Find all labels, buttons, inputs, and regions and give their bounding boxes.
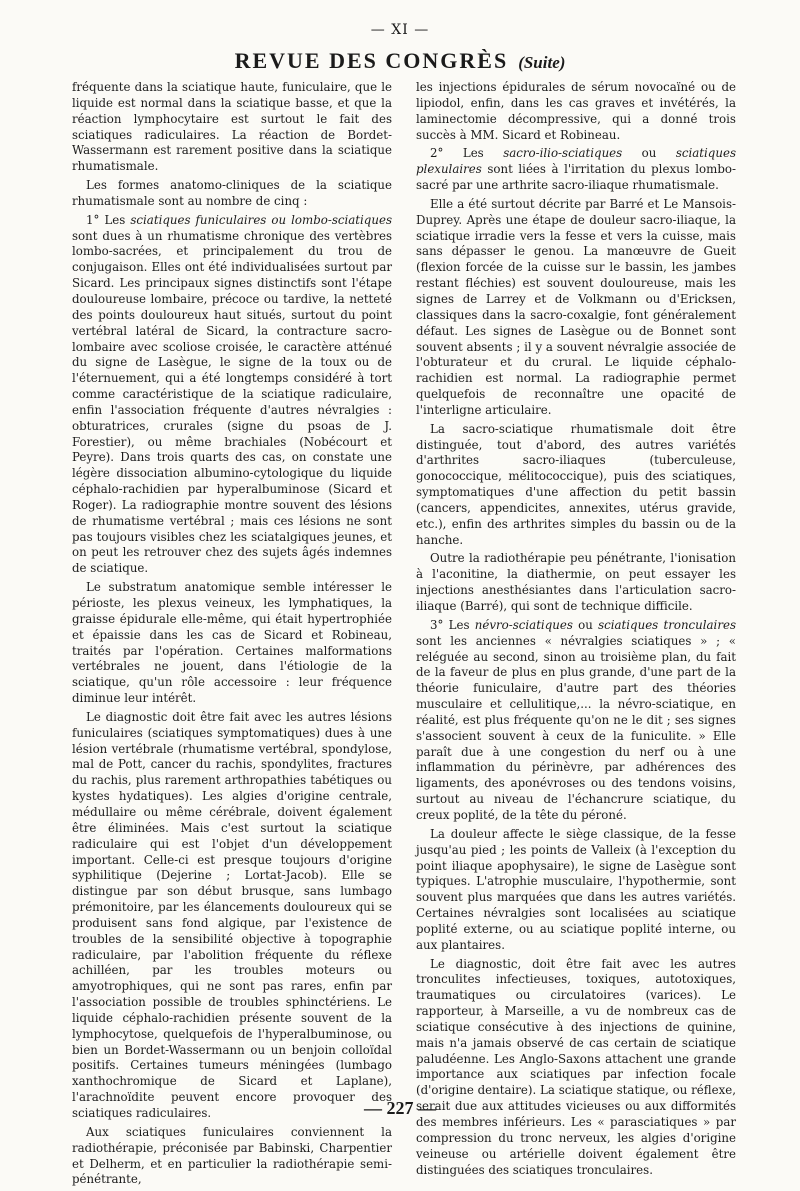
paragraph: 3° Les névro-sciatiques ou sciatiques tronculaires sont les anciennes « névralgies sciatiques » ; « reléguée au second, sinon au troisième plan, du fait de la faveur de plus en plus grande, d'une part de la théorie funiculaire, d'autre part des théories musculaire et cellulitique,... la névro-sciatique, en réalité, est plus fréquente qu'on ne le dit ; ses signes s'associent souvent à ceux de la funiculite. » Elle paraît due à une congestion du nerf ou à une inflammation du périnèvre, par adhérences des ligaments, des aponévroses ou des tendons voisins, surtout au niveau de l'échancrure sciatique, du creux poplité, de la tête du péroné. bbox=[416, 617, 736, 822]
paragraph: Outre la radiothérapie peu pénétrante, l'ionisation à l'aconitine, la diathermie, on peut essayer les injections anesthésiantes dans l'articulation sacro-iliaque (Barré), qui sont de technique difficile. bbox=[416, 551, 736, 613]
paragraph: Elle a été surtout décrite par Barré et Le Mansois-Duprey. Après une étape de douleur sacro-iliaque, la sciatique irradie vers la fesse et vers la cuisse, mais sans dépasser le genou. La manœuvre de Gueit (flexion forcée de la cuisse sur le bassin, les jambes restant fléchies) est souvent douloureuse, mais les signes de Larrey et de Volkmann ou d'Ericksen, classiques dans la sacro-coxalgie, font généralement défaut. Les signes de Lasègue ou de Bonnet sont souvent absents ; il y a souvent névralgie associée de l'obturateur et du crural. Le liquide céphalo-rachidien est normal. La radiographie permet quelquefois de reconnaître une opacité de l'interligne articulaire. bbox=[416, 196, 736, 417]
paragraph: 2° Les sacro-ilio-sciatiques ou sciatiques plexulaires sont liées à l'irritation du plexus lombo-sacré par une arthrite sacro-iliaque rhumatismale. bbox=[416, 146, 736, 193]
paragraph: Le diagnostic doit être fait avec les autres lésions funiculaires (sciatiques symptomatiques) dues à une lésion vertébrale (rhumatisme vertébral, spondylose, mal de Pott, cancer du rachis, spondylites, fractures du rachis, plus rarement arthropathies tabétiques ou kystes hydatiques). Les algies d'origine centrale, médullaire ou même cérébrale, doivent également être éliminées. Mais c'est surtout la sciatique radiculaire qui est l'objet d'un développement important. Celle-ci est presque toujours d'origine syphilitique (Dejerine ; Lortat-Jacob). Elle se distingue par son début brusque, sans lumbago prémonitoire, par les élancements douloureux qui se produisent sans fond algique, par l'existence de troubles de la sensibilité objective à topographie radiculaire, par l'abolition fréquente du réflexe achilléen, par les troubles moteurs ou amyotrophiques, qui ne sont pas rares, enfin par l'association possible de troubles sphinctériens. Le liquide céphalo-rachidien présente souvent de la lymphocytose, quelquefois de l'hyperalbuminose, ou bien un Bordet-Wassermann ou un benjoin colloïdal positifs. Certaines tumeurs méningées (lumbago xanthochromique de Sicard et Laplane), l'arachnoïdite peuvent encore provoquer des sciatiques radiculaires. bbox=[72, 709, 392, 1120]
paragraph: Aux sciatiques funiculaires conviennent la radiothérapie, préconisée par Babinski, Charpentier et Delherm, et en particulier la radiothérapie semi-pénétrante, bbox=[72, 1124, 392, 1187]
left-column bbox=[72, 80, 392, 1191]
right-column bbox=[416, 80, 736, 1181]
paragraph: Les formes anatomo-cliniques de la sciatique rhumatismale sont au nombre de cinq : bbox=[72, 178, 392, 208]
page-title bbox=[0, 48, 800, 74]
emphasis: sciatiques plexulaires bbox=[416, 146, 736, 177]
paragraph: les injections épidurales de sérum novocaïné ou de lipiodol, enfin, dans les cas graves et invétérés, la laminectomie décompressive, qui a donné trois succès à MM. Sicard et Robineau. bbox=[416, 80, 736, 142]
paragraph: Le substratum anatomique semble intéresser le périoste, les plexus veineux, les lymphatiques, la graisse épidurale elle-même, qui était hypertrophiée et épaissie dans les cas de Sicard et Robineau, traités par l'opération. Certaines malformations vertébrales ne jouent, dans l'étiologie de la sciatique, qu'un rôle accessoire : leur fréquence diminue leur intérêt. bbox=[72, 580, 392, 706]
emphasis: névro-sciatiques bbox=[474, 617, 573, 632]
header-roman-numeral: — XI — bbox=[370, 22, 430, 38]
paragraph: 1° Les sciatiques funiculaires ou lombo-sciatiques sont dues à un rhumatisme chronique des vertèbres lombo-sacrées, et principalement du trou de conjugaison. Elles ont été individualisées surtout par Sicard. Les principaux signes distinctifs sont l'étape douloureuse lombaire, précoce ou tardive, la netteté des points douloureux haut situés, surtout du point vertébral latéral de Sicard, la contracture sacro-lombaire avec scoliose croisée, le caractère atténué du signe de Lasègue, le signe de la toux ou de l'éternuement, qui a été longtemps considéré à tort comme caractéristique de la sciatique radiculaire, enfin l'association fréquente d'autres névralgies : obturatrices, crurales (signe du psoas de J. Forestier), ou même brachiales (Nobécourt et Peyre). Dans trois quarts des cas, on constate une légère dissociation albumino-cytologique du liquide céphalo-rachidien par hyperalbuminose (Sicard et Roger). La radiographie montre souvent des lésions de rhumatisme vertébral ; mais ces lésions ne sont pas toujours visibles chez les sciatalgiques jeunes, et on peut les retrouver chez des sujets âgés indemnes de sciatique. bbox=[72, 212, 392, 576]
paragraph: La douleur affecte le siège classique, de la fesse jusqu'au pied ; les points de Valleix (à l'exception du point iliaque apophysaire), le signe de Lasègue sont typiques. L'atrophie musculaire, l'hypothermie, sont souvent plus marquées que dans les autres variétés. Certaines névralgies sont localisées au sciatique poplité externe, ou au sciatique poplité interne, ou aux plantaires. bbox=[416, 826, 736, 952]
emphasis: sciatiques funiculaires ou lombo-sciatiques bbox=[130, 212, 392, 227]
paragraph: La sacro-sciatique rhumatismale doit être distinguée, tout d'abord, des autres variétés d'arthrites sacro-iliaques (tuberculeuse, gonococcique, mélitococcique), puis des sciatiques, symptomatiques d'une affection du petit bassin (cancers, appendicites, annexites, utérus gravide, etc.), enfin des arthrites simples du bassin ou de la hanche. bbox=[416, 421, 736, 547]
page-number: — 227 — bbox=[364, 1098, 436, 1118]
paragraph: Le diagnostic, doit être fait avec les autres tronculites infectieuses, toxiques, autotoxiques, traumatiques ou circulatoires (varices). Le rapporteur, à Marseille, a vu de nombreux cas de sciatique consécutive à des injections de quinine, mais n'a jamais observé de cas certain de sciatique paludéenne. Les Anglo-Saxons attachent une grande importance aux sciatiques par infection focale (d'origine dentaire). La sciatique statique, ou réflexe, serait due aux attitudes vicieuses ou aux difformités des membres inférieurs. Les « parasciatiques » par compression du tronc nerveux, les algies d'origine veineuse ou artérielle doivent également être distinguées des sciatiques tronculaires. bbox=[416, 956, 736, 1177]
page-title-sub: (Suite) bbox=[518, 53, 566, 72]
paragraph: fréquente dans la sciatique haute, funiculaire, que le liquide est normal dans la sciatique basse, et que la réaction lymphocytaire est surtout le fait des sciatiques radiculaires. La réaction de Bordet-Wassermann est rarement positive dans la sciatique rhumatismale. bbox=[72, 80, 392, 174]
emphasis: sacro-ilio-sciatiques bbox=[503, 146, 623, 161]
emphasis: sciatiques tronculaires bbox=[598, 617, 736, 632]
page-title-main: REVUE DES CONGRÈS bbox=[234, 48, 509, 73]
